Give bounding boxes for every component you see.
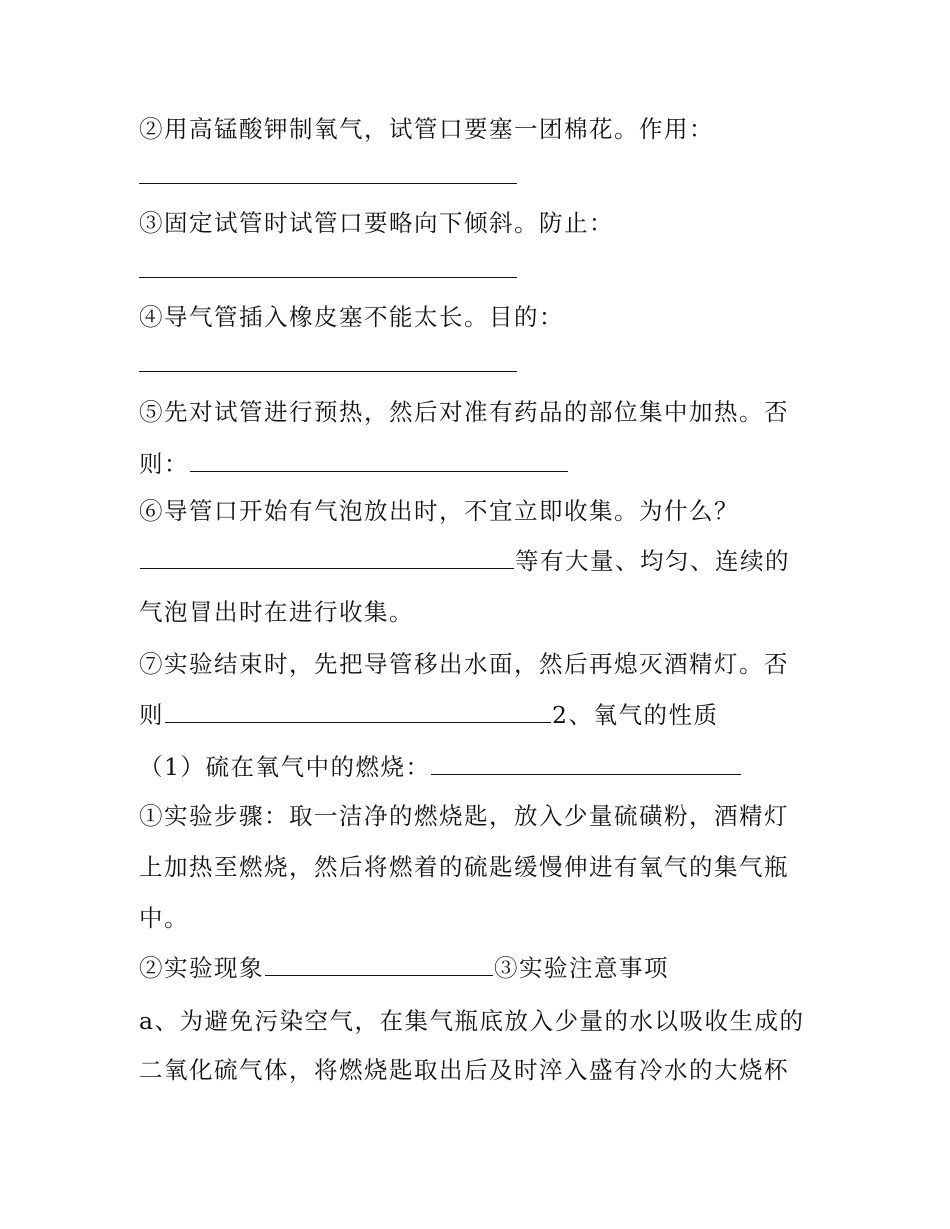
answer-blank[interactable] bbox=[265, 953, 493, 976]
line-text: 上加热至燃烧，然后将燃着的硫匙缓慢伸进有氧气的集气瓶 bbox=[139, 853, 789, 881]
text-line bbox=[139, 898, 819, 938]
text-line bbox=[139, 796, 819, 836]
text-line bbox=[139, 695, 819, 735]
text-line bbox=[139, 847, 819, 887]
line-text: 中。 bbox=[139, 904, 189, 932]
line-text: 则： bbox=[139, 450, 189, 478]
text-line bbox=[139, 592, 819, 632]
answer-blank[interactable] bbox=[190, 449, 568, 472]
text-line bbox=[139, 392, 819, 432]
section-heading: 2、氧气的性质 bbox=[552, 701, 719, 729]
answer-blank[interactable] bbox=[431, 752, 741, 775]
line-text: ③实验注意事项 bbox=[494, 954, 669, 982]
text-line bbox=[139, 203, 819, 243]
line-text: ④导气管插入橡皮塞不能太长。目的： bbox=[139, 303, 564, 331]
line-text: ⑥导管口开始有气泡放出时，不宜立即收集。为什么？ bbox=[139, 497, 739, 525]
answer-blank[interactable] bbox=[139, 276, 517, 278]
answer-blank[interactable] bbox=[139, 370, 517, 372]
answer-blank[interactable] bbox=[165, 700, 551, 723]
text-line bbox=[139, 109, 819, 149]
text-line bbox=[139, 747, 819, 787]
line-text: ③固定试管时试管口要略向下倾斜。防止： bbox=[139, 209, 614, 237]
line-text: 等有大量、均匀、连续的 bbox=[515, 547, 790, 575]
line-text: 二氧化硫气体，将燃烧匙取出后及时淬入盛有冷水的大烧杯 bbox=[139, 1056, 789, 1084]
answer-blank[interactable] bbox=[140, 546, 514, 569]
line-text: 气泡冒出时在进行收集。 bbox=[139, 598, 414, 626]
text-line bbox=[139, 1001, 819, 1041]
line-text: ①实验步骤：取一洁净的燃烧匙，放入少量硫磺粉，酒精灯 bbox=[139, 802, 789, 830]
text-line bbox=[139, 644, 819, 684]
text-line bbox=[139, 1050, 819, 1090]
line-text: ⑤先对试管进行预热，然后对准有药品的部位集中加热。否 bbox=[139, 398, 789, 426]
line-text: a、为避免污染空气，在集气瓶底放入少量的水以吸收生成的 bbox=[139, 1007, 805, 1035]
subsection-heading: （1）硫在氧气中的燃烧： bbox=[139, 753, 431, 781]
line-text: ②用高锰酸钾制氧气，试管口要塞一团棉花。作用： bbox=[139, 115, 714, 143]
text-line bbox=[139, 541, 819, 581]
line-text: ⑦实验结束时，先把导管移出水面，然后再熄灭酒精灯。否 bbox=[139, 650, 789, 678]
line-text: 则 bbox=[139, 701, 164, 729]
text-line bbox=[139, 491, 819, 531]
text-line bbox=[139, 444, 819, 484]
text-line bbox=[139, 948, 819, 988]
text-line bbox=[139, 297, 819, 337]
line-text: ②实验现象 bbox=[139, 954, 264, 982]
answer-blank[interactable] bbox=[139, 182, 517, 184]
